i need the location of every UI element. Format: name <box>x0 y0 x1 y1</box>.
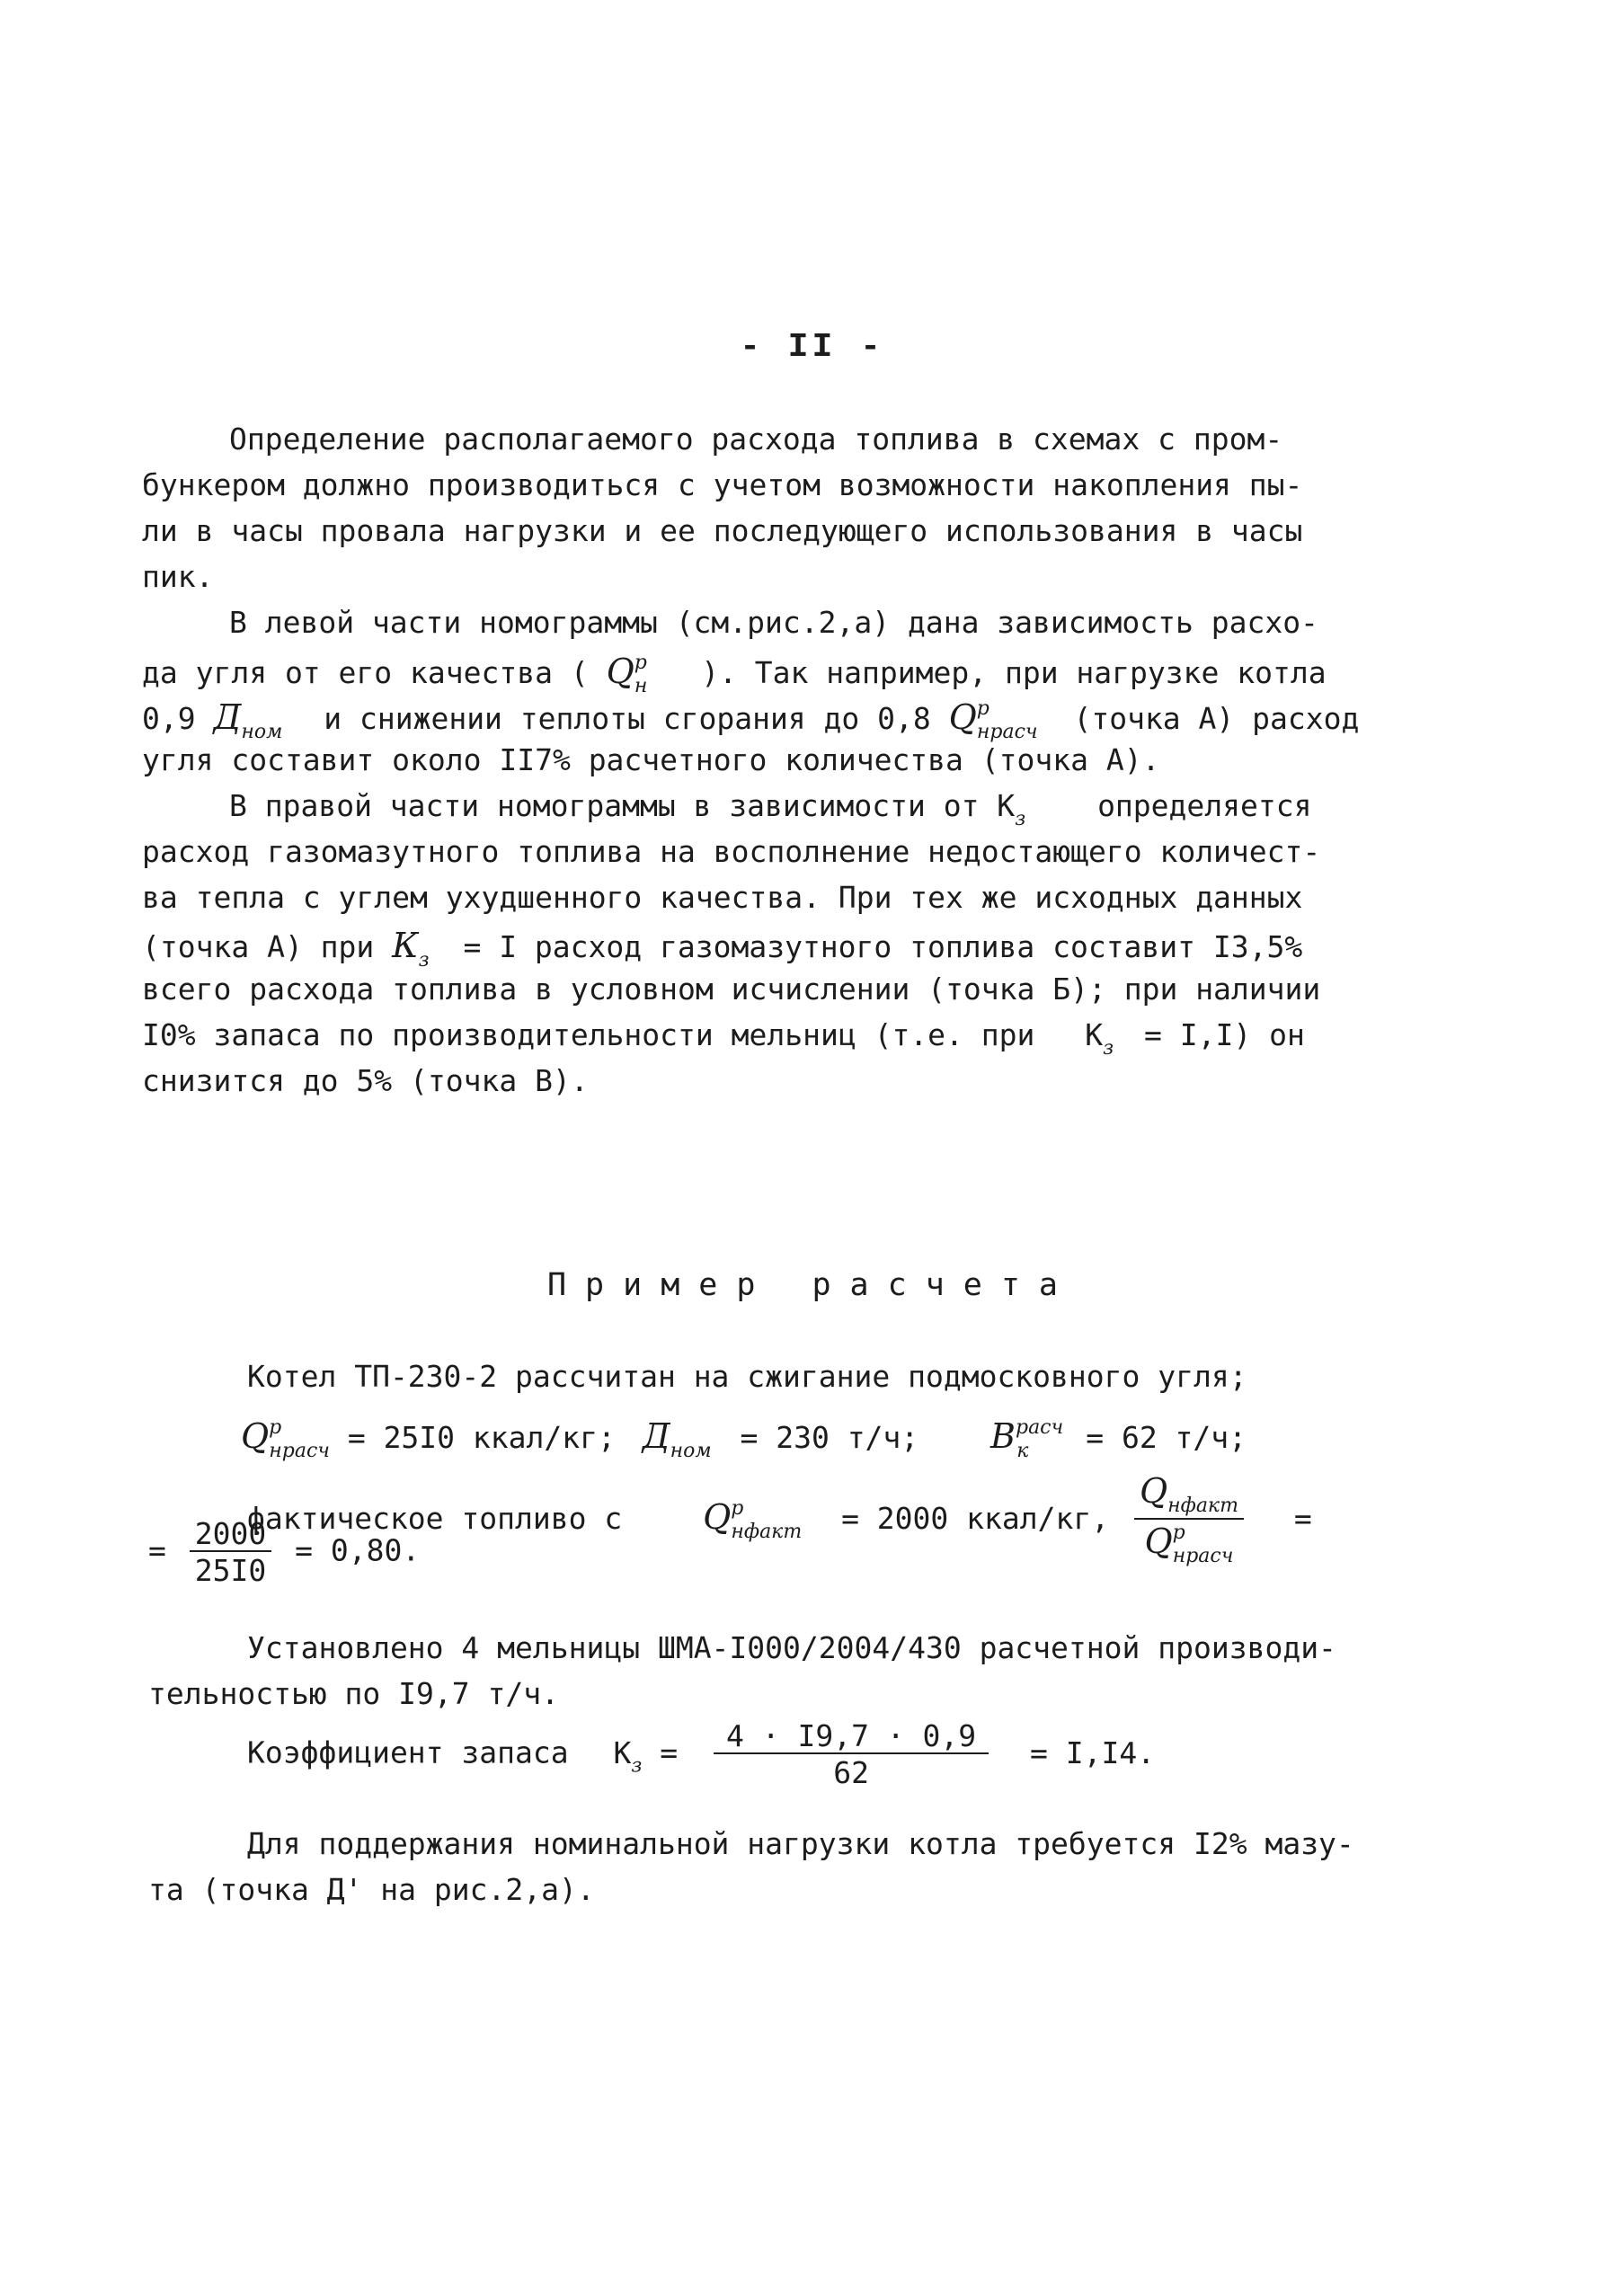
example-line8: Для поддержания номинальной нагрузки котла требуется I2% мазу- <box>247 1826 1354 1861</box>
k-sub: з <box>1103 1037 1114 1060</box>
coef-label: Коэффициент запаса <box>247 1734 569 1770</box>
coef-numerator: 4 · I9,7 · 0,9 <box>714 1721 989 1754</box>
para3-line6 <box>142 1017 1305 1060</box>
d-sub: ном <box>241 721 283 743</box>
d-symbol: Д <box>213 697 242 737</box>
para2-line3-text-c: (точка А) расход <box>1073 701 1360 736</box>
para1-line1: Определение располагаемого расхода топлива в схемах с пром- <box>229 421 1283 457</box>
section-heading: Пример расчета <box>546 1267 1077 1303</box>
b-sup: расч <box>1015 1416 1064 1439</box>
para3-line4-text-a: (точка А) при <box>142 929 375 964</box>
q-sup: р <box>1172 1521 1185 1544</box>
ratio-value: = 0,80. <box>295 1532 421 1568</box>
para3-line3: ва тепла с углем ухудшенного качества. При тех же исходных данных <box>142 880 1303 915</box>
para2-line2-text-b: ). Так например, при нагрузке котла <box>701 655 1327 690</box>
q-symbol: Q <box>606 652 635 691</box>
para3-line6-text-a: I0% запаса по производительности мельниц (т.е. при <box>142 1017 1035 1052</box>
q-sub: нрасч <box>1172 1545 1234 1567</box>
q-sup: р <box>731 1497 744 1520</box>
coef-equals: = <box>660 1734 679 1770</box>
b-value: = 62 т/ч; <box>1086 1420 1247 1455</box>
ratio-numerator: 2000 <box>190 1519 271 1552</box>
q-sub: нрасч <box>269 1440 330 1462</box>
example-line4 <box>148 1516 421 1588</box>
q-ratio-fraction <box>1134 1471 1244 1567</box>
example-line1: Котел ТП-230-2 рассчитан на сжигание подмосковного угля; <box>247 1359 1247 1394</box>
k-symbol: К <box>1085 1017 1104 1052</box>
para3-line4 <box>142 928 1302 971</box>
para1-line3: ли в часы провала нагрузки и ее последующего использования в часы <box>142 513 1303 548</box>
example-line2 <box>241 1418 1247 1461</box>
para3-line7: снизится до 5% (точка В). <box>142 1063 589 1098</box>
para1-line4: пик. <box>142 559 214 594</box>
q-sub: н <box>634 675 648 697</box>
q-symbol: Q <box>241 1416 270 1456</box>
q-symbol: Q <box>1139 1471 1168 1511</box>
coef-fraction <box>714 1718 989 1790</box>
para2-line1: В левой части номограммы (см.рис.2,а) дана зависимость расхо- <box>229 605 1318 640</box>
para3-line4-text-b: = I расход газомазутного топлива составит I3,5% <box>463 929 1303 964</box>
k-symbol: К <box>613 1734 632 1770</box>
b-sub: к <box>1016 1440 1029 1462</box>
q-ratio-numerator <box>1134 1471 1244 1520</box>
coef-denominator: 62 <box>833 1755 869 1790</box>
example-line9: та (точка Д' на рис.2,а). <box>148 1872 595 1907</box>
d-symbol: Д <box>642 1416 670 1456</box>
k-sub: з <box>1015 808 1026 830</box>
q-value: = 25I0 ккал/кг; <box>347 1420 616 1455</box>
d-value: = 230 т/ч; <box>740 1420 919 1455</box>
q-sub: нрасч <box>976 721 1038 743</box>
q-sup: р <box>269 1416 282 1439</box>
para2-line2-text-a: да угля от его качества ( <box>142 655 589 690</box>
q-symbol: Q <box>703 1497 732 1537</box>
para3-line1-text-b: определяется <box>1097 788 1312 823</box>
example-line7 <box>247 1718 1156 1790</box>
coef-value: = I,I4. <box>1030 1734 1156 1770</box>
para2-line3 <box>142 699 1359 742</box>
para2-line4: угля составит около II7% расчетного количества (точка А). <box>142 742 1160 777</box>
para1-line2: бункером должно производиться с учетом возможности накопления пы- <box>142 467 1303 502</box>
q-sup: р <box>634 652 647 674</box>
k-symbol: К <box>392 926 419 965</box>
para3-line1-text-a: В правой части номограммы в зависимости от К <box>229 788 1016 823</box>
ratio-lead: = <box>148 1532 166 1568</box>
d-sub: ном <box>670 1440 712 1462</box>
q-sup: р <box>976 697 989 720</box>
fact-text-b: = 2000 ккал/кг, <box>841 1501 1110 1536</box>
para2-line3-text-b: и снижении теплоты сгорания до 0,8 <box>324 701 931 736</box>
b-symbol: В <box>990 1416 1016 1456</box>
example-line5: Установлено 4 мельницы ШМА-I000/2004/430 расчетной производи- <box>247 1630 1336 1665</box>
page-number: - II - <box>740 328 884 367</box>
fact-equals: = <box>1293 1501 1312 1536</box>
ratio-denominator: 25I0 <box>194 1553 267 1588</box>
k-sub: з <box>631 1754 643 1778</box>
para2-line3-text-a: 0,9 <box>142 701 196 736</box>
ratio-fraction <box>190 1516 271 1588</box>
para3-line6-text-b: = I,I) он <box>1144 1017 1305 1052</box>
para3-line2: расход газомазутного топлива на восполнение недостающего количест- <box>142 834 1321 869</box>
para3-line5: всего расхода топлива в условном исчислении (точка Б); при наличии <box>142 971 1321 1007</box>
q-ratio-denominator <box>1134 1520 1244 1566</box>
q-sub: нфакт <box>1167 1495 1238 1517</box>
q-sub: нфакт <box>731 1521 803 1543</box>
para3-line1 <box>229 788 1312 830</box>
fact-text-a: фактическое топливо с <box>247 1501 623 1536</box>
q-symbol: Q <box>948 697 977 737</box>
para2-line2 <box>142 653 1327 696</box>
q-symbol: Q <box>1144 1521 1173 1561</box>
example-line6: тельностью по I9,7 т/ч. <box>148 1676 559 1711</box>
k-sub: з <box>418 949 430 971</box>
